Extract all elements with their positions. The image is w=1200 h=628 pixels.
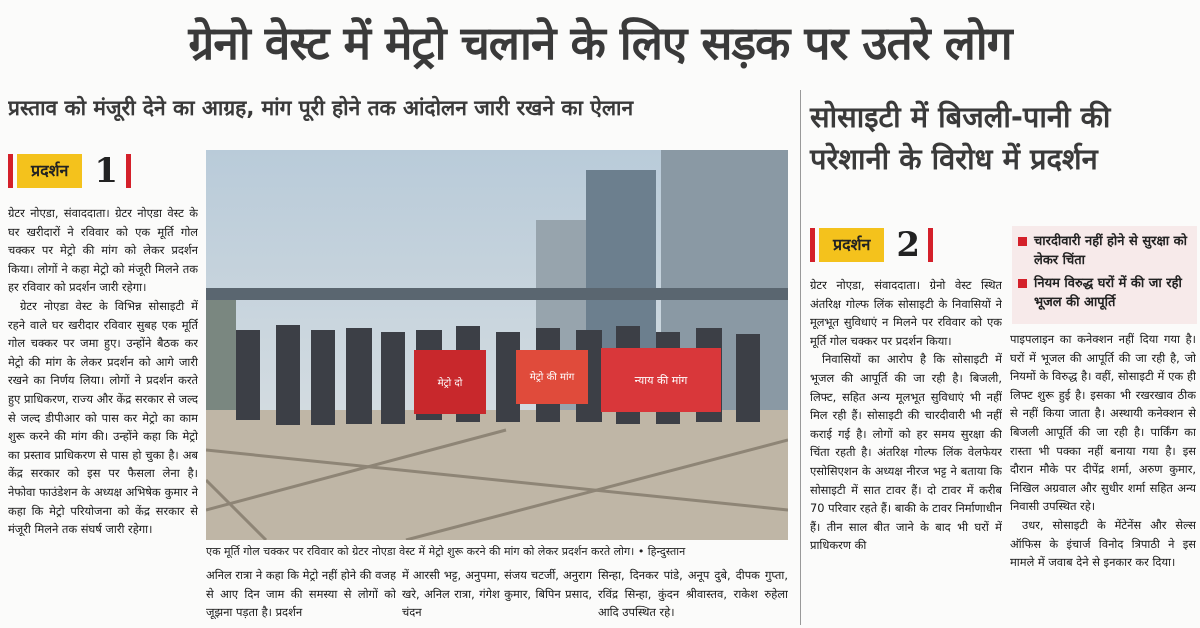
- highlight-text: नियम विरुद्ध घरों में की जा रही भूजल की आपूर्ति: [1034, 276, 1182, 310]
- photo-caption: एक मूर्ति गोल चक्कर पर रविवार को ग्रेटर नोएडा वेस्ट में मेट्रो शुरू करने की मांग को लेकर प्रदर्शन करते लोग। • हिन्दुस्तान: [206, 545, 686, 558]
- tag-number: 1: [94, 151, 119, 191]
- paragraph: ग्रेटर नोएडा, संवाददाता। ग्रेटर नोएडा वेस्ट के घर खरीदारों ने रविवार को एक मूर्ति गोल चक्कर पर मेट्रो की मांग को लेकर प्रदर्शन किया। लोगों ने कहा मेट्रो को मंजूरी मिलने तक हर रविवार को प्रदर्शन जारी रहेगा।: [8, 206, 198, 295]
- highlights-box: [1012, 226, 1197, 324]
- bullet-square-icon: [1018, 279, 1027, 288]
- protest-photo: [206, 150, 788, 540]
- paragraph: पाइपलाइन का कनेक्शन नहीं दिया गया है। घरों में भूजल की आपूर्ति की जा रही है, जो नियमों के विरुद्ध है। वहीं, सोसाइटी में एक ही लिफ्ट शुरू हुई है। इसका भी रखरखाव ठीक से नहीं किया जाता है। अस्थायी कनेक्शन से बिजली आपूर्ति की जा रही है। पार्किंग का रास्ता भी पक्का नहीं बनाया गया है। इस दौरान मौके पर दीपेंद्र शर्मा, अरुण कुमार, निखिल अग्रवाल और सुधीर शर्मा सहित अन्य निवासी उपस्थित रहे।: [1010, 332, 1196, 514]
- banner-text: न्याय की मांग: [634, 374, 688, 387]
- tag-bar: [810, 228, 815, 262]
- story1-column-1: [8, 204, 198, 624]
- photo-illustration: [206, 150, 788, 540]
- tag-bar: [8, 154, 13, 188]
- story-tag-2: [810, 226, 933, 264]
- story1-column-2: [206, 566, 396, 626]
- paragraph: ग्रेटर नोएडा, संवाददाता। ग्रेनो वेस्ट स्थित अंतरिक्ष गोल्फ लिंक सोसाइटी के निवासियों ने मूलभूत सुविधाएं न मिलने पर रविवार को एक मूर्ति गोल चक्कर पर प्रदर्शन किया।: [810, 278, 1002, 348]
- column-divider: [800, 90, 801, 625]
- banner-text: मेट्रो दो: [437, 378, 463, 389]
- tag-number: 2: [896, 225, 921, 265]
- banner-text: मेट्रो की मांग: [529, 372, 575, 383]
- paragraph: निवासियों का आरोप है कि सोसाइटी में भूजल की आपूर्ति की जा रही है। बिजली, लिफ्ट, सहित अन्य मूलभूत सुविधाएं भी नहीं मिल रही हैं। सोसाइटी की चारदीवारी भी नहीं कराई गई है। लोगों को हर समय सुरक्षा की चिंता रहती है। अंतरिक्ष गोल्फ लिंक वेलफेयर एसोसिएशन के अध्यक्ष नीरज भट्ट ने बताया कि सोसाइटी में सात टावर हैं। दो टावर में करीब 70 परिवार रहते हैं। बाकी के टावर निर्माणाधीन हैं। तीन साल बीत जाने के बाद भी घरों में प्राधिकरण की: [810, 352, 1002, 553]
- highlight-item: [1018, 274, 1191, 312]
- story1-column-4: [598, 566, 788, 626]
- story2-column-1: [810, 276, 1002, 626]
- tag-label: प्रदर्शन: [819, 228, 884, 262]
- tag-bar: [928, 228, 933, 262]
- story-tag-1: [8, 152, 131, 190]
- paragraph: ग्रेटर नोएडा वेस्ट के विभिन्न सोसाइटी में रहने वाले घर खरीदार रविवार सुबह एक मूर्ति गोल चक्कर पर जमा हुए। उन्होंने बैठक कर मेट्रो की मांग के लेकर प्रदर्शन को आगे जारी रखने का निर्णय लिया। लोगों ने प्रदर्शन करते हुए प्राधिकरण, राज्य और केंद्र सरकार से जल्द से जल्द डीपीआर को पास कर मेट्रो का काम शुरू करने की मांग की। उन्होंने कहा कि मेट्रो का प्रस्ताव प्राधिकरण से पास हो चुका है। अब केंद्र सरकार को इस पर फैसला लेना है। नेफोवा फाउंडेशन के अध्यक्ष अभिषेक कुमार ने कहा कि मेट्रो परियोजना को केंद्र सरकार से मंजूरी मिलने तक संघर्ष जारी रहेगा।: [8, 298, 198, 537]
- highlight-text: चारदीवारी नहीं होने से सुरक्षा को लेकर चिंता: [1034, 234, 1188, 268]
- paragraph: अनिल रात्रा ने कहा कि मेट्रो नहीं होने की वजह से आए दिन जाम की समस्या से लोगों को जूझना पड़ता है। प्रदर्शन: [206, 568, 396, 620]
- highlight-item: [1018, 232, 1191, 270]
- tag-label: प्रदर्शन: [17, 154, 82, 188]
- subheadline-right: सोसाइटी में बिजली-पानी की परेशानी के विरोध में प्रदर्शन: [810, 100, 1111, 176]
- subheadline-left: प्रस्ताव को मंजूरी देने का आग्रह, मांग पूरी होने तक आंदोलन जारी रखने का ऐलान: [8, 96, 634, 120]
- paragraph: में आरसी भट्ट, अनुपमा, संजय चटर्जी, अनुराग खरे, अनिल रात्रा, गंगेश कुमार, बिपिन प्रसाद, चंदन: [402, 568, 592, 620]
- story1-column-3: [402, 566, 592, 626]
- paragraph: उधर, सोसाइटी के मेंटेनेंस और सेल्स ऑफिस के इंचार्ज विनोद त्रिपाठी ने इस मामले में जवाब देने से इनकार कर दिया।: [1010, 517, 1196, 570]
- bullet-square-icon: [1018, 237, 1027, 246]
- tag-bar: [126, 154, 131, 188]
- story2-column-2: [1010, 330, 1196, 626]
- paragraph: सिन्हा, दिनकर पांडे, अनूप दुबे, दीपक गुप्ता, रविंद्र सिन्हा, कुंदन श्रीवास्तव, राकेश रुहेला आदि उपस्थित रहे।: [598, 568, 788, 620]
- headline: ग्रेनो वेस्ट में मेट्रो चलाने के लिए सड़क पर उतरे लोग: [188, 16, 1012, 70]
